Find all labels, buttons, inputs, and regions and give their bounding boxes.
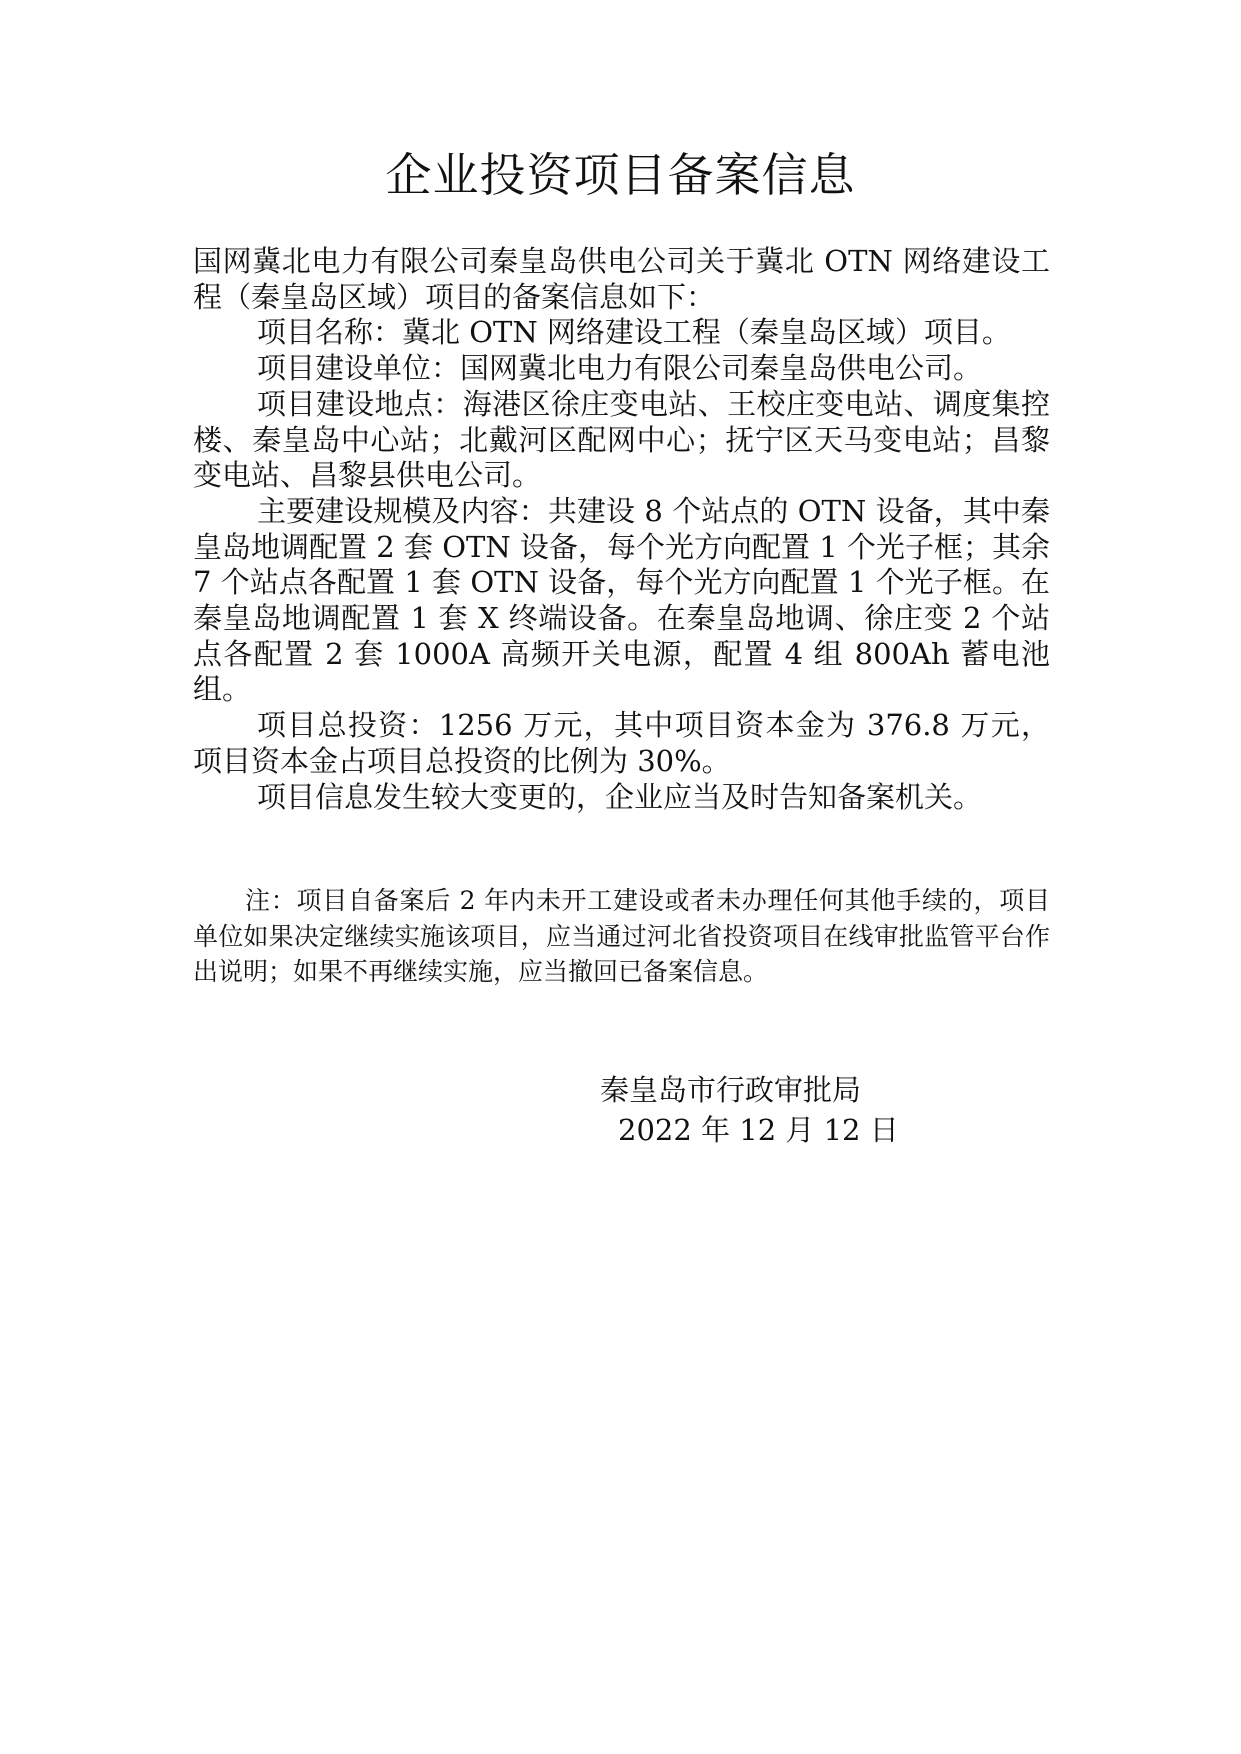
change-notice-paragraph: 项目信息发生较大变更的，企业应当及时告知备案机关。 <box>257 779 983 814</box>
document-body <box>193 244 1050 815</box>
project-name-paragraph: 项目名称：冀北 OTN 网络建设工程（秦皇岛区域）项目。 <box>257 315 1011 350</box>
project-location-paragraph: 项目建设地点：海港区徐庄变电站、王校庄变电站、调度集控楼、秦皇岛中心站；北戴河区配网中心；抚宁区天马变电站；昌黎变电站、昌黎县供电公司。 <box>193 386 1050 493</box>
project-investment-paragraph: 项目总投资：1256 万元，其中项目资本金为 376.8 万元，项目资本金占项目总投资的比例为 30%。 <box>193 708 1050 778</box>
signature-block <box>600 1070 920 1150</box>
document-title: 企业投资项目备案信息 <box>385 148 856 202</box>
project-scale-paragraph: 主要建设规模及内容：共建设 8 个站点的 OTN 设备，其中秦皇岛地调配置 2 套 OTN 设备，每个光方向配置 1 个光子框；其余 7 个站点各配置 1 套 OTN 设备，每个光方向配置 1 个光子框。在秦皇岛地调配置 1 套 X 终端设备。在秦皇岛地调、徐庄变 2 个站点各配置 2 套 1000A 高频开关电源，配置 4 组 800Ah 蓄电池组。 <box>193 493 1050 707</box>
project-unit-paragraph: 项目建设单位：国网冀北电力有限公司秦皇岛供电公司。 <box>257 351 983 386</box>
intro-paragraph: 国网冀北电力有限公司秦皇岛供电公司关于冀北 OTN 网络建设工程（秦皇岛区域）项目的备案信息如下： <box>193 244 1050 314</box>
note-paragraph: 注：项目自备案后 2 年内未开工建设或者未办理任何其他手续的，项目单位如果决定继续实施该项目，应当通过河北省投资项目在线审批监管平台作出说明；如果不再继续实施，应当撤回已备案信息。 <box>193 886 1050 986</box>
issuer-name: 秦皇岛市行政审批局 <box>600 1073 862 1107</box>
issue-date: 2022 年 12 月 12 日 <box>618 1113 899 1147</box>
